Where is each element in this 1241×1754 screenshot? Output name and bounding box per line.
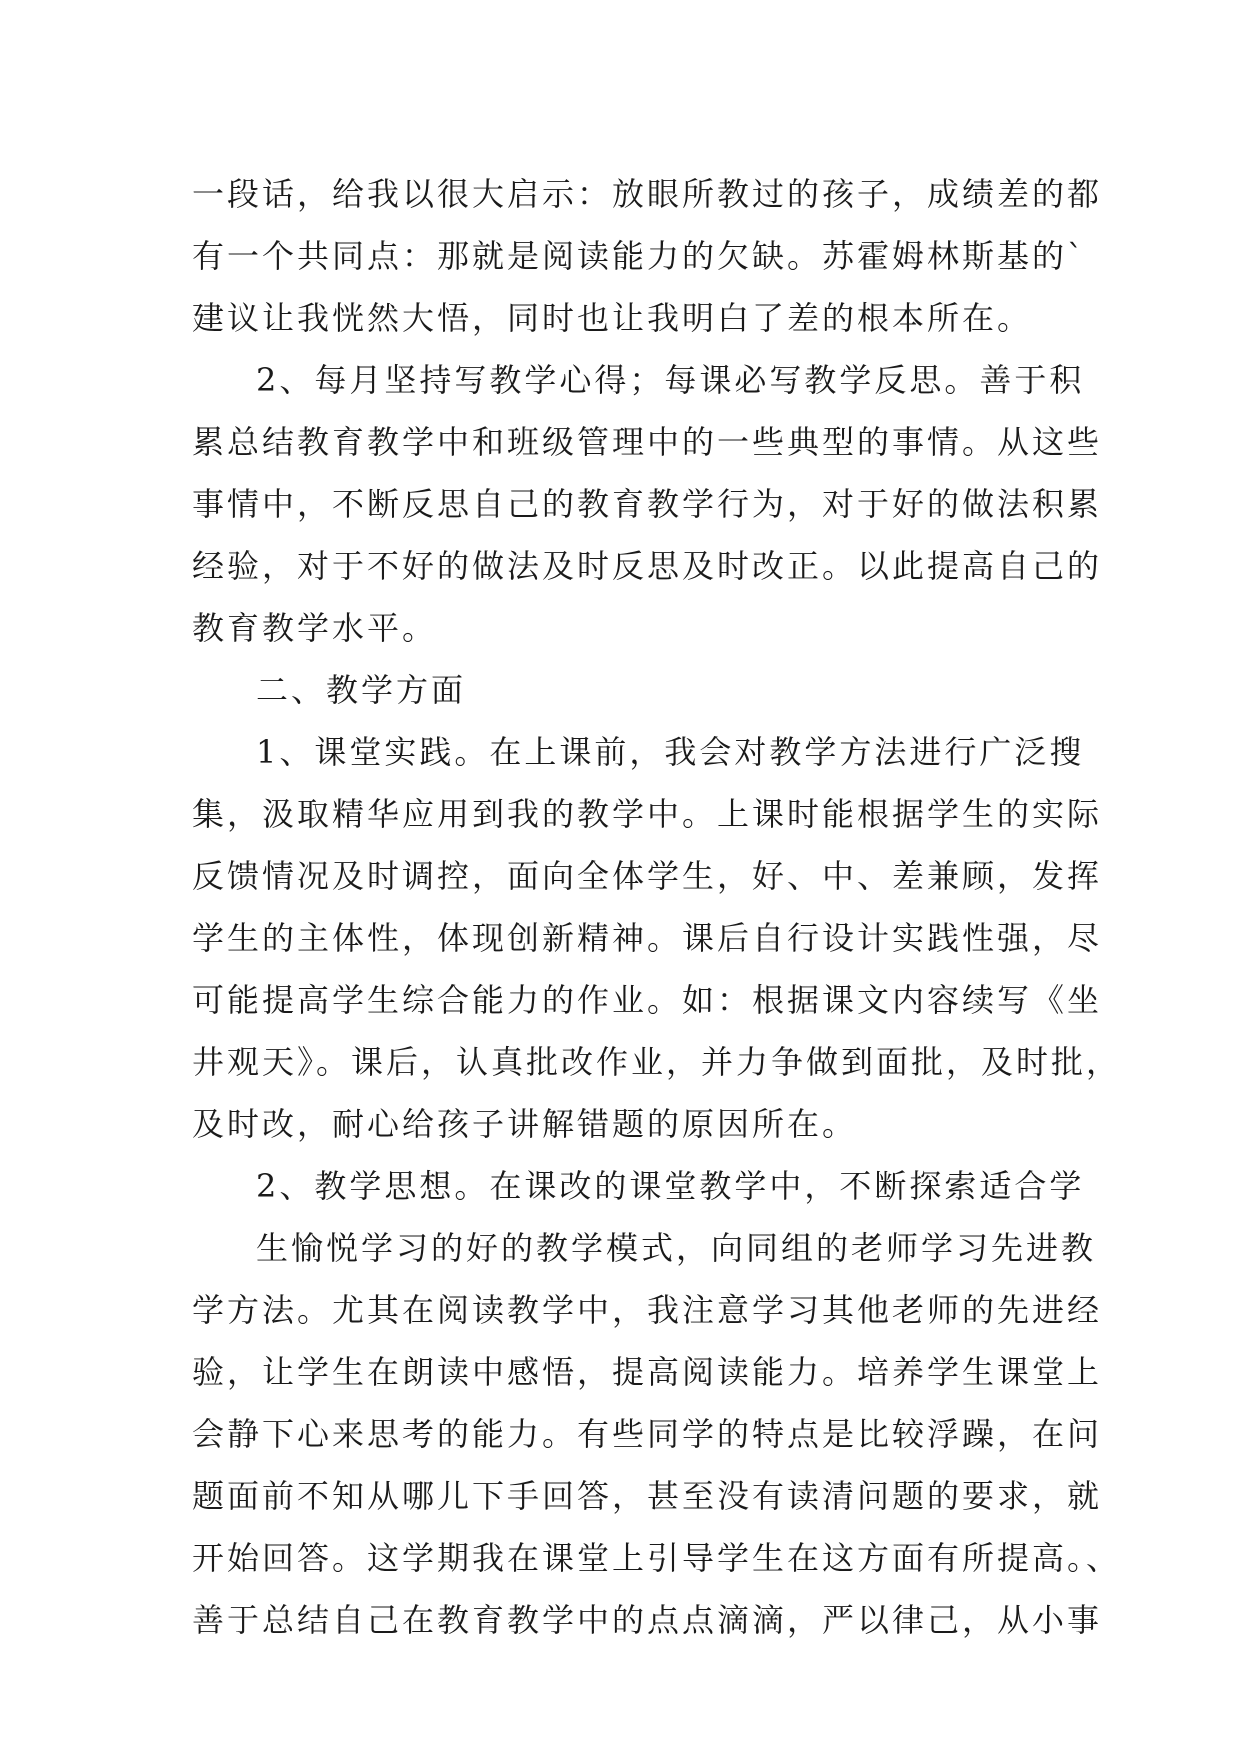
text-line: 会静下心来思考的能力。有些同学的特点是比较浮躁，在问	[192, 1415, 1103, 1453]
text-line: 教育教学水平。	[192, 609, 438, 647]
text-line: 有一个共同点：那就是阅读能力的欠缺。苏霍姆林斯基的`	[192, 237, 1087, 275]
text-line: 1、课堂实践。在上课前，我会对教学方法进行广泛搜	[256, 733, 1085, 771]
text-line: 学方法。尤其在阅读教学中，我注意学习其他老师的先进经	[192, 1291, 1103, 1329]
text-line: 事情中，不断反思自己的教育教学行为，对于好的做法积累	[192, 485, 1103, 523]
section-heading: 二、教学方面	[256, 671, 467, 709]
text-line: 及时改，耐心给孩子讲解错题的原因所在。	[192, 1105, 858, 1143]
text-line: 验，让学生在朗读中感悟，提高阅读能力。培养学生课堂上	[192, 1353, 1103, 1391]
text-line: 学生的主体性，体现创新精神。课后自行设计实践性强，尽	[192, 919, 1103, 957]
text-line: 集，汲取精华应用到我的教学中。上课时能根据学生的实际	[192, 795, 1103, 833]
text-line: 善于总结自己在教育教学中的点点滴滴，严以律己，从小事	[192, 1601, 1103, 1639]
text-line: 建议让我恍然大悟，同时也让我明白了差的根本所在。	[192, 299, 1033, 337]
text-line: 一段话，给我以很大启示：放眼所教过的孩子，成绩差的都	[192, 175, 1103, 213]
text-line: 井观天》。课后，认真批改作业，并力争做到面批，及时批，	[192, 1043, 1122, 1081]
text-line: 可能提高学生综合能力的作业。如：根据课文内容续写《坐	[192, 981, 1103, 1019]
text-line: 2、教学思想。在课改的课堂教学中，不断探索适合学	[256, 1167, 1085, 1205]
body-text	[192, 163, 1122, 1651]
text-line: 开始回答。这学期我在课堂上引导学生在这方面有所提高。、	[192, 1539, 1122, 1577]
text-line: 生愉悦学习的好的教学模式，向同组的老师学习先进教	[256, 1229, 1097, 1267]
text-line: 题面前不知从哪儿下手回答，甚至没有读清问题的要求，就	[192, 1477, 1103, 1515]
text-line: 累总结教育教学中和班级管理中的一些典型的事情。从这些	[192, 423, 1103, 461]
text-line: 2、每月坚持写教学心得；每课必写教学反思。善于积	[256, 361, 1085, 399]
text-line: 经验，对于不好的做法及时反思及时改正。以此提高自己的	[192, 547, 1103, 585]
text-line: 反馈情况及时调控，面向全体学生，好、中、差兼顾，发挥	[192, 857, 1103, 895]
